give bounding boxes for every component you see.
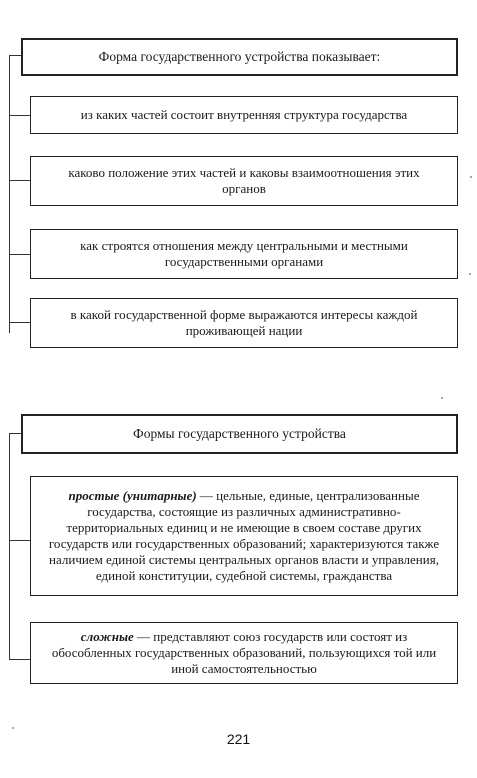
diagram1-item-text: из каких частей состоит внутренняя структура государства	[80, 107, 408, 122]
diagram1-header-text: Форма государственного устройства показывает:	[98, 49, 381, 64]
diagram2-header	[21, 414, 458, 454]
simple-forms-paragraph	[41, 488, 447, 584]
diagram1-header	[21, 38, 458, 76]
diagram1-item	[30, 298, 458, 348]
simple-forms-text: — цельные, единые, централизованные государства, состоящие из различных административно-территориальных единиц и не имеющие в своем составе других государств или государственных образований; характеризуются также наличием единой системы центральных органов власти и управления, единой конституции, судебной системы, гражданства	[48, 488, 440, 583]
diagram1-item	[30, 229, 458, 279]
diagram2-header-text: Формы государственного устройства	[133, 426, 346, 441]
diagram1-item-text: каково положение этих частей и каковы взаимоотношения этих органов	[68, 165, 420, 196]
diagram1-spine	[9, 55, 10, 333]
diagram1-connector	[9, 115, 31, 116]
scan-speck	[469, 273, 471, 275]
complex-forms-term: сложные	[80, 629, 134, 644]
diagram1-connector	[9, 322, 31, 323]
diagram1-connector	[9, 254, 31, 255]
diagram1-item-text: как строятся отношения между центральными и местными государственными органами	[80, 238, 408, 269]
diagram1-item-text: в какой государственной форме выражаются интересы каждой проживающей нации	[70, 307, 418, 338]
scan-speck	[470, 176, 472, 178]
diagram1-item	[30, 96, 458, 134]
simple-forms-box	[30, 476, 458, 596]
scan-speck	[12, 727, 14, 729]
complex-forms-text: — представляют союз государств или состоят из обособленных государственных образований, пользующихся той или иной самостоятельностью	[51, 629, 437, 676]
diagram2-connector	[9, 659, 31, 660]
complex-forms-box	[30, 622, 458, 684]
diagram1-connector	[9, 180, 31, 181]
complex-forms-paragraph	[43, 629, 445, 677]
page-number: 221	[226, 731, 251, 747]
diagram2-spine	[9, 433, 10, 659]
simple-forms-term: простые (унитарные)	[68, 488, 197, 503]
diagram2-connector	[9, 540, 31, 541]
diagram1-item	[30, 156, 458, 206]
scan-speck	[441, 397, 443, 399]
